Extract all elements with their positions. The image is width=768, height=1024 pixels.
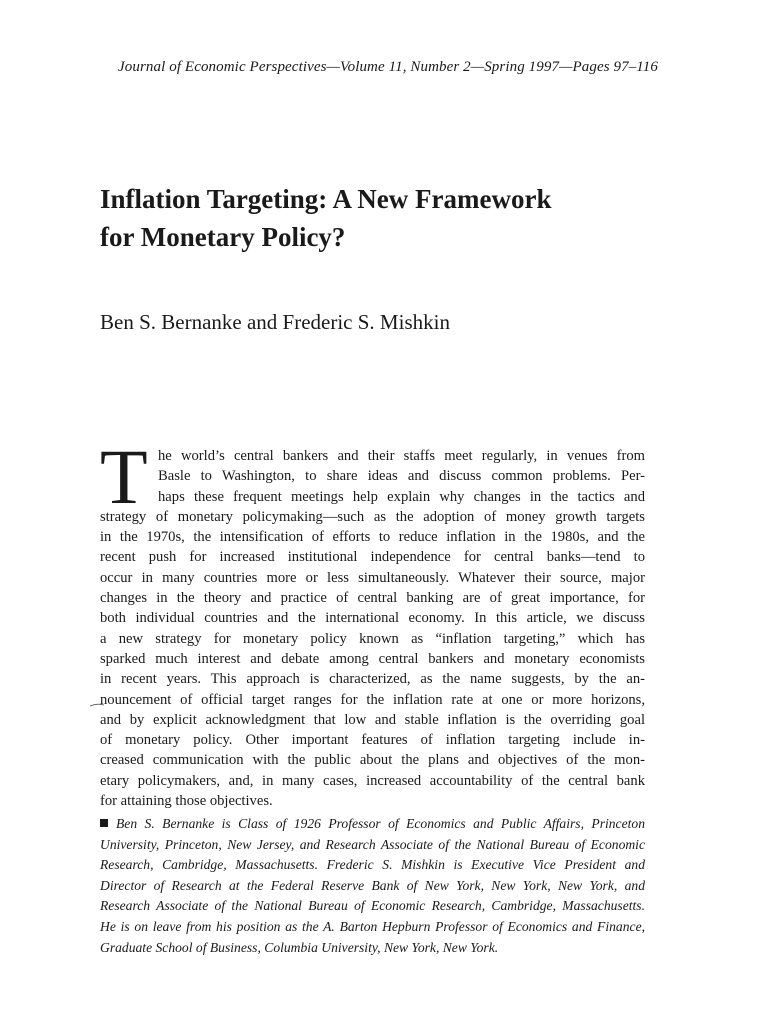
- footnote-line: Research Associate of the National Bureau of Economic Research, Cambridge, Massachusetts.: [100, 898, 645, 914]
- body-line: in the 1970s, the intensification of efforts to reduce inflation in the 1980s, and the: [100, 529, 645, 546]
- article-title: [100, 180, 660, 256]
- body-line: and by explicit acknowledgment that low and stable inflation is the overriding goal: [100, 711, 645, 728]
- author-footnote: [100, 814, 645, 958]
- body-line: strategy of monetary policymaking—such as the adoption of money growth targets: [100, 508, 645, 525]
- footnote-line: Director of Research at the Federal Reserve Bank of New York, New York, New York, and: [100, 877, 645, 893]
- footnote-line: Research, Cambridge, Massachusetts. Frederic S. Mishkin is Executive Vice President and: [100, 857, 645, 873]
- footnote-line: Graduate School of Business, Columbia University, New York, New York.: [100, 939, 499, 955]
- body-line: of monetary policy. Other important features of inflation targeting include in-: [100, 732, 645, 749]
- footnote-line: He is on leave from his position as the A. Barton Hepburn Professor of Economics and Finance,: [100, 918, 645, 934]
- footnote-line-text: Ben S. Bernanke is Class of 1926 Professor of Economics and Public Affairs, Princeton: [116, 816, 645, 831]
- body-line: Basle to Washington, to share ideas and discuss common problems. Per-: [158, 468, 645, 485]
- drop-cap: T: [100, 433, 148, 520]
- body-line: haps these frequent meetings help explain why changes in the tactics and: [158, 488, 645, 505]
- scan-artifact-mark: [89, 702, 105, 708]
- footnote-line: University, Princeton, New Jersey, and Research Associate of the National Bureau of Economic: [100, 836, 645, 852]
- footnote-bullet-icon: [100, 819, 108, 827]
- body-line: etary policymakers, and, in many cases, increased accountability of the central bank: [100, 772, 645, 789]
- article-title-line-1: Inflation Targeting: A New Framework: [100, 184, 552, 214]
- journal-header: Journal of Economic Perspectives—Volume 11, Number 2—Spring 1997—Pages 97–116: [118, 59, 658, 75]
- body-line: creased communication with the public about the plans and objectives of the mon-: [100, 752, 645, 769]
- body-line: changes in the theory and practice of central banking are of great importance, for: [100, 590, 645, 607]
- article-authors: Ben S. Bernanke and Frederic S. Mishkin: [100, 310, 450, 334]
- article-title-line-2: for Monetary Policy?: [100, 222, 346, 252]
- body-line: in recent years. This approach is characterized, as the name suggests, by the an-: [100, 671, 645, 688]
- body-line: a new strategy for monetary policy known as “inflation targeting,” which has: [100, 630, 645, 647]
- footnote-line: [100, 814, 645, 835]
- body-line: both individual countries and the international economy. In this article, we discuss: [100, 610, 645, 627]
- body-line: for attaining those objectives.: [100, 793, 273, 810]
- body-line: occur in many countries more or less simultaneously. Whatever their source, major: [100, 569, 645, 586]
- article-body: [100, 433, 645, 811]
- body-line: sparked much interest and debate among central bankers and monetary economists: [100, 650, 645, 667]
- body-line: he world’s central bankers and their staffs meet regularly, in venues from: [158, 448, 645, 464]
- body-line: recent push for increased institutional independence for central banks—tend to: [100, 549, 645, 566]
- body-line: nouncement of official target ranges for the inflation rate at one or more horizons,: [100, 691, 645, 708]
